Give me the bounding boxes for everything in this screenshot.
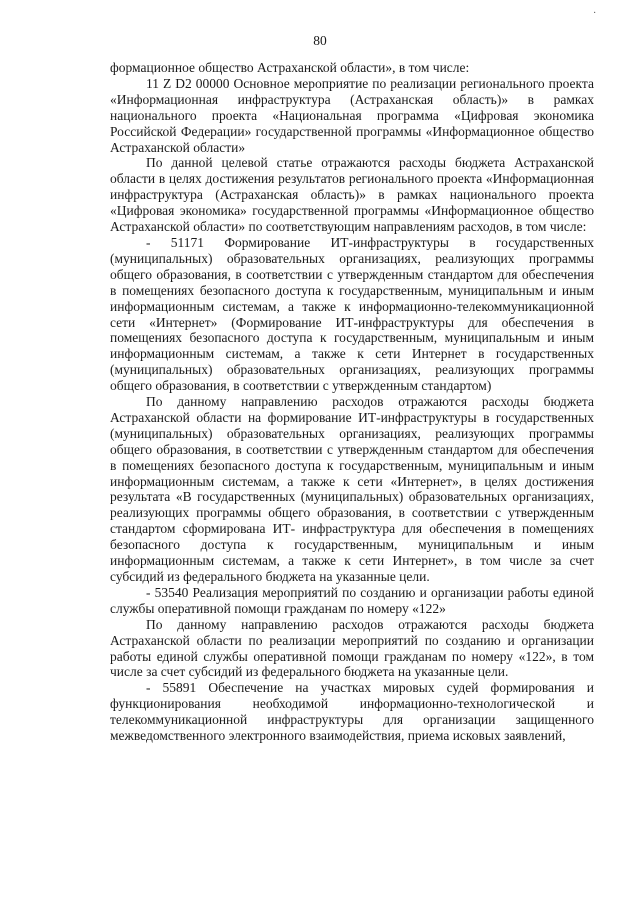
paragraph-expense-51171: - 51171 Формирование ИТ-инфраструктуры в государственных (муниципальных) образовательных организациях, реализующих программы общего образования, в соответствии с утвержденным стандартом для обеспечения в помещениях безопасного доступа к государственным, муниципальным и иным информационным системам, а также к информационно-телекоммуникационной сети «Интернет» (Формирование ИТ-инфраструктуры для обеспечения в помещениях безопасного доступа к государственным, муниципальным и иным информационным системам, а также к сети Интернет в государственных (муниципальных) образовательных организациях, реализующих программы общего образования, в соответствии с утвержденным стандартом) <box>110 234 594 394</box>
paragraph-expense-53540: - 53540 Реализация мероприятий по созданию и организации работы единой службы оперативной помощи гражданам по номеру «122» <box>110 584 594 616</box>
paragraph-expense-53540-description: По данному направлению расходов отражаются расходы бюджета Астраханской области по реализации мероприятий по созданию и организации работы единой службы оперативной помощи гражданам по номеру «122», в том числе за счет субсидий из федерального бюджета на указанные цели. <box>110 616 594 680</box>
paragraph-expense-51171-description: По данному направлению расходов отражаются расходы бюджета Астраханской области на формирование ИТ-инфраструктуры в государственных (муниципальных) образовательных организациях, реализующих программы общего образования, в соответствии с утвержденным стандартом для обеспечения в помещениях безопасного доступа к государственным, муниципальным и иным информационным системам, а также к сети «Интернет», в целях достижения результата «В государственных (муниципальных) образовательных организациях, реализующих программы общего образования, в соответствии с утвержденным стандартом сформирована ИТ- инфраструктура для обеспечения в помещениях безопасного доступа к государственным, муниципальным и иным информационным системам, а также к сети Интернет», в том числе за счет субсидий из федерального бюджета на указанные цели. <box>110 394 594 584</box>
paragraph-expense-55891: - 55891 Обеспечение на участках мировых судей формирования и функционирования необходимой информационно-технологической и телекоммуникационной инфраструктуры для организации защищенного межведомственного электронного взаимодействия, приема исковых заявлений, <box>110 680 594 744</box>
page-number: 80 <box>313 33 327 48</box>
paragraph-target-article: По данной целевой статье отражаются расходы бюджета Астраханской области в целях достижения результатов регионального проекта «Информационная инфраструктура (Астраханская область)» в рамках национального проекта «Цифровая экономика» государственной программы «Информационное общество Астраханской области» по соответствующим направлениям расходов, в том числе: <box>110 155 594 235</box>
document-body <box>110 60 594 744</box>
paragraph-continuation: формационное общество Астраханской области», в том числе: <box>110 60 470 75</box>
paragraph-main-event-heading: 11 Z D2 00000 Основное мероприятие по реализации регионального проекта «Информационная инфраструктура (Астраханская область)» в рамках национального проекта «Национальная программа «Цифровая экономика Российской Федерации» государственной программы «Информационное общество Астраханской области» <box>110 75 594 155</box>
corner-mark: · <box>593 8 597 19</box>
